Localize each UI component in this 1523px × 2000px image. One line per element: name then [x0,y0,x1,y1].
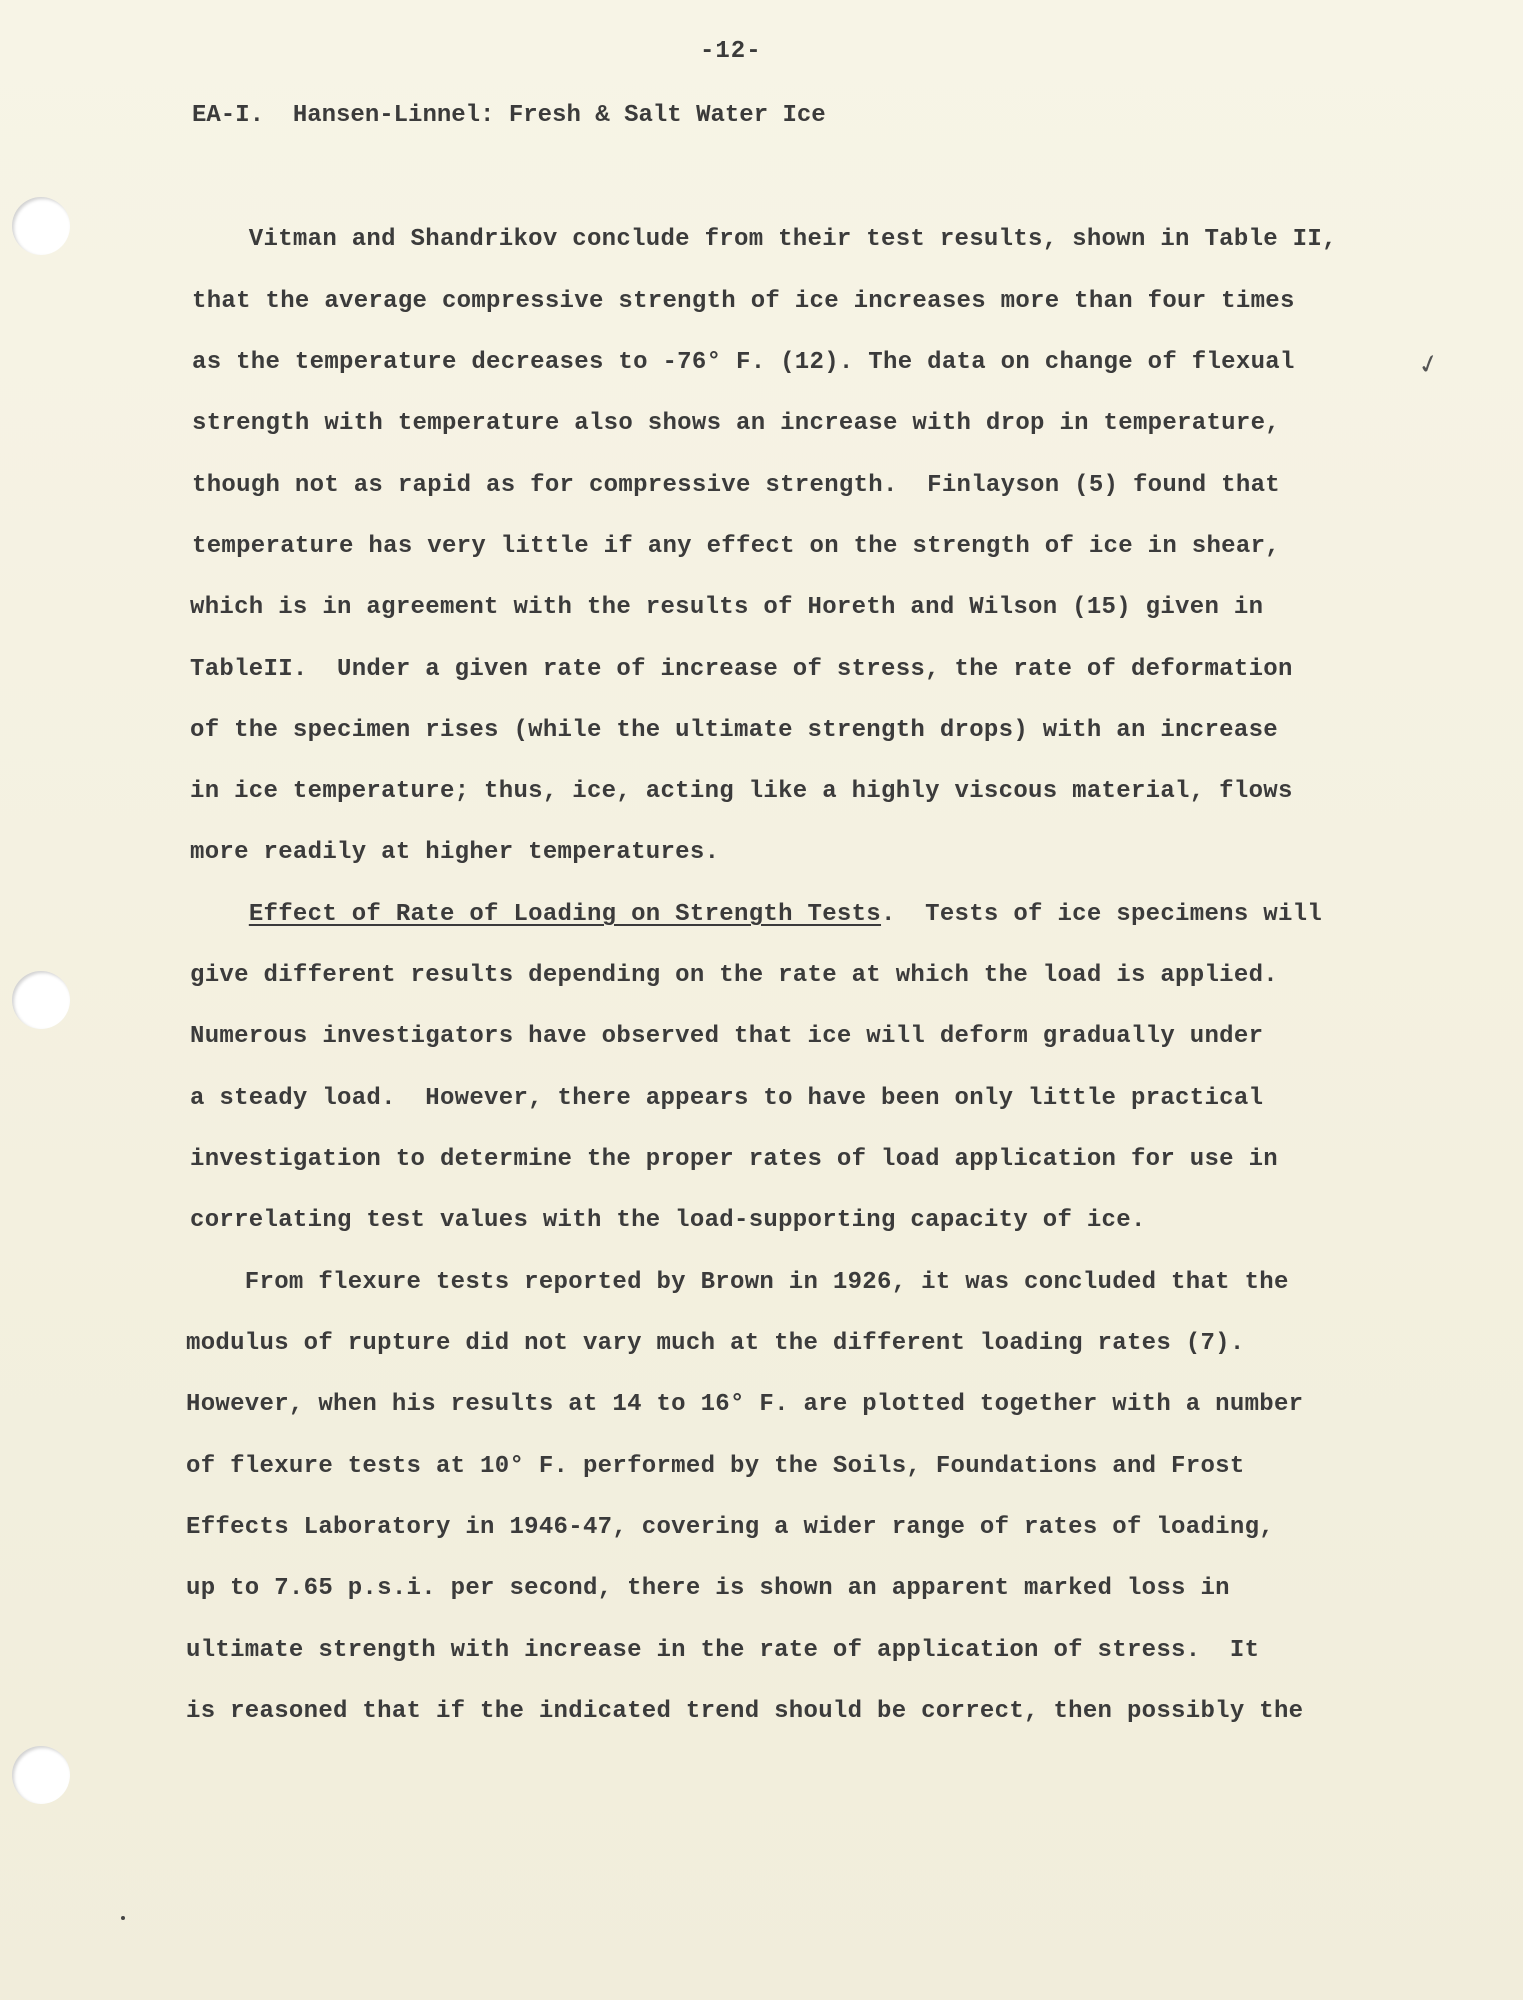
text-line: in ice temperature; thus, ice, acting like a highly viscous material, flows [190,778,1293,805]
text-line: up to 7.65 p.s.i. per second, there is shown an apparent marked loss in [186,1575,1230,1602]
text-line: of flexure tests at 10° F. performed by the Soils, Foundations and Frost [186,1453,1245,1480]
text-line: more readily at higher temperatures. [190,839,720,866]
punch-hole [12,971,70,1029]
page-number: -12- [700,38,762,65]
text-line: of the specimen rises (while the ultimate strength drops) with an increase [190,717,1278,744]
text-line: ultimate strength with increase in the rate of application of stress. It [186,1637,1260,1664]
text-line: strength with temperature also shows an increase with drop in temperature, [192,410,1280,437]
text-line: Effects Laboratory in 1946-47, covering a wider range of rates of loading, [186,1514,1274,1541]
text-line: From flexure tests reported by Brown in 1926, it was concluded that the [186,1269,1289,1296]
text-line: a steady load. However, there appears to have been only little practical [190,1085,1264,1112]
punch-hole [12,1746,70,1804]
text-line: give different results depending on the rate at which the load is applied. [190,962,1278,989]
text-line: correlating test values with the load-supporting capacity of ice. [190,1207,1146,1234]
text-line: investigation to determine the proper rates of load application for use in [190,1146,1278,1173]
margin-check-mark: ✓ [1414,347,1444,383]
text-line: that the average compressive strength of ice increases more than four times [192,288,1295,315]
punch-hole [12,197,70,255]
text-line: Vitman and Shandrikov conclude from their test results, shown in Table II, [190,226,1337,253]
section-heading: Effect of Rate of Loading on Strength Tests [248,901,882,928]
text-line: though not as rapid as for compressive strength. Finlayson (5) found that [192,472,1280,499]
paper-speck [121,1916,125,1920]
text-line: which is in agreement with the results of Horeth and Wilson (15) given in [190,594,1264,621]
text-line: is reasoned that if the indicated trend should be correct, then possibly the [186,1698,1304,1725]
heading-tail: . Tests of ice specimens will [881,901,1323,928]
text-line: temperature has very little if any effect on the strength of ice in shear, [192,533,1280,560]
text-line: Numerous investigators have observed that ice will deform gradually under [190,1023,1264,1050]
text-line [190,901,1322,928]
text-line: TableII. Under a given rate of increase of stress, the rate of deformation [190,656,1293,683]
running-head: EA-I. Hansen-Linnel: Fresh & Salt Water Ice [192,102,826,129]
text-line: modulus of rupture did not vary much at the different loading rates (7). [186,1330,1245,1357]
text-line: as the temperature decreases to -76° F. (12). The data on change of flexual [192,349,1295,376]
text-line: However, when his results at 14 to 16° F. are plotted together with a number [186,1391,1304,1418]
